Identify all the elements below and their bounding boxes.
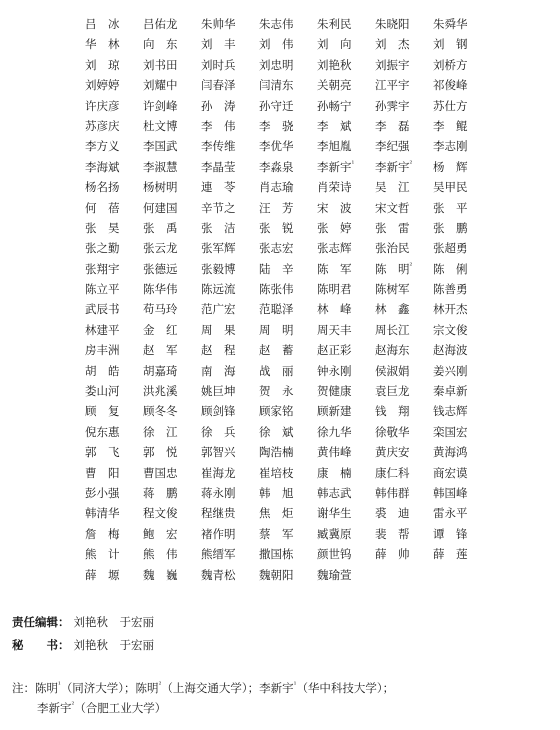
name-entry: 杜文博: [143, 118, 178, 133]
name-entry: 苏仕方: [433, 98, 468, 113]
name-entry: 钱 翔: [375, 404, 410, 419]
name-entry: 孙 涛: [201, 98, 236, 113]
name-entry: 熊 伟: [143, 547, 178, 562]
name-entry: 徐 兵: [201, 424, 236, 439]
name-entry: 栾国宏: [433, 424, 468, 439]
secretary-value: 刘艳秋 于宏丽: [73, 638, 154, 652]
name-entry: 朱舜华: [433, 17, 468, 31]
name-entry: 郭 飞: [85, 445, 120, 460]
name-entry: 李 骁: [259, 118, 294, 133]
name-entry: 向 东: [143, 37, 178, 52]
secretary-label: 秘 书：: [12, 638, 70, 652]
name-entry: 张 婷: [317, 220, 352, 235]
name-entry: 詹 梅: [85, 526, 120, 541]
name-entry: 魏 巍: [143, 567, 178, 582]
name-entry: 何建国: [143, 200, 178, 215]
name-entry: 许庆彦: [85, 98, 120, 113]
name-entry: 刘 伟: [259, 37, 294, 52]
name-entry: 程继贵: [201, 506, 236, 521]
name-entry: 李 斌: [317, 118, 352, 133]
name-entry: 韩 旭: [259, 485, 294, 500]
name-entry: 房丰洲: [85, 343, 120, 358]
name-entry: 张 锐: [259, 220, 294, 235]
name-entry: 雷永平: [433, 506, 468, 521]
editor-label: 责任编辑：: [12, 615, 70, 629]
name-entry: 颜世钨: [317, 547, 352, 562]
name-entry: 汪 芳: [259, 200, 294, 215]
name-entry: 陈立平: [85, 282, 120, 297]
name-entry: 郭智兴: [201, 445, 236, 460]
name-entry: 刘 向: [317, 37, 352, 52]
name-entry: 刘 丰: [201, 37, 236, 52]
name-entry: 李淼泉: [259, 159, 294, 174]
name-entry: 张志宏: [259, 241, 294, 256]
name-entry: 刘 琼: [85, 57, 120, 72]
name-entry: 陈远流: [201, 282, 236, 297]
name-entry: 李旭胤: [317, 139, 352, 154]
name-entry: 陈 明$^{^2}$: [375, 261, 413, 276]
name-entry: 韩志武: [317, 485, 352, 500]
name-entry: 李纪强: [375, 139, 410, 154]
name-entry: 刘振宇: [375, 57, 410, 72]
name-entry: 张 禹: [143, 220, 178, 235]
name-entry: 刘艳秋: [317, 57, 352, 72]
name-entry: 刘 钢: [433, 37, 468, 52]
name-entry: 杨 辉: [433, 159, 468, 174]
name-entry: 朱志伟: [259, 17, 294, 31]
name-entry: 臧冀原: [317, 526, 352, 541]
name-entry: 李 鲲: [433, 118, 468, 133]
name-entry: 魏朝阳: [259, 567, 294, 582]
name-entry: 孙畅宁: [317, 98, 352, 113]
name-entry: 吕 冰: [85, 17, 120, 31]
name-entry: 李方义: [85, 139, 120, 154]
name-entry: 裘 迪: [375, 506, 410, 521]
name-entry: 林开杰: [433, 302, 468, 317]
name-entry: 李优华: [259, 139, 294, 154]
name-entry: 熊 计: [85, 547, 120, 562]
name-entry: 武辰书: [85, 302, 120, 317]
name-entry: 张志辉: [317, 241, 352, 256]
name-entry: 陶浩楠: [259, 445, 294, 460]
name-entry: 裴 帮: [375, 526, 410, 541]
name-entry: 肖荣诗: [317, 180, 352, 195]
name-entry: 吕佑龙: [143, 17, 178, 31]
secretary-credit: [12, 637, 154, 653]
name-entry: 顾冬冬: [143, 404, 178, 419]
name-entry: 李 伟: [201, 118, 236, 133]
name-entry: 陈张伟: [259, 282, 294, 297]
name-entry: 肖志瑜: [259, 180, 294, 195]
name-entry: 何 蓓: [85, 200, 120, 215]
name-entry: 许剑峰: [143, 98, 178, 113]
name-entry: 徐 江: [143, 424, 178, 439]
name-entry: 宋文哲: [375, 200, 410, 215]
name-entry: 曹 阳: [85, 465, 120, 480]
name-entry: 孙守迁: [259, 98, 294, 113]
name-entry: 徐敬华: [375, 424, 410, 439]
name-entry: 张毅博: [201, 261, 236, 276]
name-entry: 周 明: [259, 322, 294, 337]
name-entry: 苏彦庆: [85, 118, 120, 133]
name-entry: 江平宇: [375, 78, 410, 93]
name-entry: 撒国栋: [259, 547, 294, 562]
name-entry: 战 丽: [259, 363, 294, 378]
name-entry: 康 楠: [317, 465, 352, 480]
name-entry: 陈树军: [375, 282, 410, 297]
name-entry: 李国武: [143, 139, 178, 154]
name-entry: 郭 悦: [143, 445, 178, 460]
name-entry: 赵海波: [433, 343, 468, 358]
name-entry: 吴 江: [375, 180, 410, 195]
name-entry: 张云龙: [143, 241, 178, 256]
name-entry: 南 海: [201, 363, 236, 378]
name-entry: 蒋永刚: [201, 485, 236, 500]
name-entry: 秦卓新: [433, 384, 468, 399]
name-entry: 谢华生: [317, 506, 352, 521]
name-entry: 赵 程: [201, 343, 236, 358]
name-entry: 周天丰: [317, 322, 352, 337]
name-entry: 吴甲民: [433, 180, 468, 195]
name-entry: 张军辉: [201, 241, 236, 256]
name-entry: 赵 蓄: [259, 343, 294, 358]
name-entry: 曹国忠: [143, 465, 178, 480]
name-entry: 姚巨坤: [201, 384, 236, 399]
name-entry: 张治民: [375, 241, 410, 256]
name-entry: 陈明君: [317, 282, 352, 297]
name-entry: 彭小强: [85, 485, 120, 500]
name-entry: 范聪泽: [259, 302, 294, 317]
name-entry: 刘时兵: [201, 57, 236, 72]
name-entry: 张 平: [433, 200, 468, 215]
name-entry: 李淑慧: [143, 159, 178, 174]
name-entry: 崔培枝: [259, 465, 294, 480]
name-entry: 徐 斌: [259, 424, 294, 439]
name-entry: 李新宇$^{^2}$: [375, 159, 413, 174]
name-entry: 李海斌: [85, 159, 120, 174]
name-entry: 蒋 鹏: [143, 485, 178, 500]
name-entry: 华 林: [85, 37, 120, 52]
name-entry: 顾 复: [85, 404, 120, 419]
name-entry: 林建平: [85, 322, 120, 337]
name-entry: 魏青松: [201, 567, 236, 582]
name-entry: 商宏谟: [433, 465, 468, 480]
name-entry: 刘婷婷: [85, 78, 120, 93]
name-entry: 魏瑜萱: [317, 567, 352, 582]
name-entry: 李传维: [201, 139, 236, 154]
name-entry: 徐九华: [317, 424, 352, 439]
name-entry: 刘书田: [143, 57, 178, 72]
name-entry: 李志刚: [433, 139, 468, 154]
name-entry: 周 果: [201, 322, 236, 337]
name-entry: 刘忠明: [259, 57, 294, 72]
name-entry: 钱志辉: [433, 404, 468, 419]
name-entry: 宗文俊: [433, 322, 468, 337]
name-entry: 薛 莲: [433, 547, 468, 562]
name-entry: 褚作明: [201, 526, 236, 541]
name-entry: 关朝亮: [317, 78, 352, 93]
name-entry: 范广宏: [201, 302, 236, 317]
name-entry: 薛 帅: [375, 547, 410, 562]
name-entry: 李晶莹: [201, 159, 236, 174]
name-entry: 陈 俐: [433, 261, 468, 276]
footnote-line-1: 注：陈明$^{^1}$（同济大学）；陈明$^{^2}$（上海交通大学）；李新宇$^{^1}$（华中科技大学）；: [12, 681, 395, 695]
name-entry: 韩国峰: [433, 485, 468, 500]
name-entry: 姜兴刚: [433, 363, 468, 378]
name-entry: 刘 杰: [375, 37, 410, 52]
name-entry: 辛节之: [201, 200, 236, 215]
name-entry: 贺健康: [317, 384, 352, 399]
name-entry: 苟马玲: [143, 302, 178, 317]
name-entry: 陈 军: [317, 261, 352, 276]
name-entry: 黄伟峰: [317, 445, 352, 460]
name-entry: 朱帅华: [201, 17, 236, 31]
name-entry: 祁俊峰: [433, 78, 468, 93]
name-entry: 宋 波: [317, 200, 352, 215]
name-entry: 陈善勇: [433, 282, 468, 297]
name-entry: 杨名扬: [85, 180, 120, 195]
name-entry: 胡嘉琦: [143, 363, 178, 378]
name-entry: 金 红: [143, 322, 178, 337]
name-entry: 张翔宇: [85, 261, 120, 276]
name-entry: 张 昊: [85, 220, 120, 235]
name-entry: 倪东惠: [85, 424, 120, 439]
name-entry: 洪兆溪: [143, 384, 178, 399]
name-entry: 林 鑫: [375, 302, 410, 317]
name-entry: 侯淑娟: [375, 363, 410, 378]
name-entry: 闫春泽: [201, 78, 236, 93]
name-entry: 韩伟群: [375, 485, 410, 500]
name-entry: 赵海东: [375, 343, 410, 358]
name-entry: 娄山河: [85, 384, 120, 399]
name-entry: 张 鹏: [433, 220, 468, 235]
name-entry: 陆 辛: [259, 261, 294, 276]
name-entry: 康仁科: [375, 465, 410, 480]
name-entry: 周长江: [375, 322, 410, 337]
name-entry: 蔡 军: [259, 526, 294, 541]
name-entry: 赵 军: [143, 343, 178, 358]
footnote-line-2: 李新宇$^{^2}$（合肥工业大学）: [37, 701, 167, 715]
name-entry: 顾新建: [317, 404, 352, 419]
name-entry: 张 洁: [201, 220, 236, 235]
name-entry: 熊缙军: [201, 547, 236, 562]
name-entry: 薛 塬: [85, 567, 120, 582]
name-entry: 鲍 宏: [143, 526, 178, 541]
name-entry: 刘桥方: [433, 57, 468, 72]
editor-credit: [12, 614, 154, 630]
name-entry: 朱晓阳: [375, 17, 410, 31]
name-entry: 李新宇$^{^1}$: [317, 159, 355, 174]
name-entry: 黄海鸿: [433, 445, 468, 460]
name-entry: 顾剑锋: [201, 404, 236, 419]
name-entry: 袁巨龙: [375, 384, 410, 399]
name-entry: 谭 锋: [433, 526, 468, 541]
name-entry: 刘耀中: [143, 78, 178, 93]
name-entry: 张之勤: [85, 241, 120, 256]
name-entry: 顾家铭: [259, 404, 294, 419]
name-entry: 杨树明: [143, 180, 178, 195]
name-entry: 焦 炬: [259, 506, 294, 521]
name-entry: 张 雷: [375, 220, 410, 235]
name-entry: 胡 皓: [85, 363, 120, 378]
editor-value: 刘艳秋 于宏丽: [73, 615, 154, 629]
name-entry: 孙霁宇: [375, 98, 410, 113]
name-entry: 韩清华: [85, 506, 120, 521]
name-entry: 钟永刚: [317, 363, 352, 378]
name-entry: 张德远: [143, 261, 178, 276]
name-entry: 陈华伟: [143, 282, 178, 297]
name-entry: 李 磊: [375, 118, 410, 133]
name-entry: 闫清东: [259, 78, 294, 93]
name-entry: 赵正彩: [317, 343, 352, 358]
name-list: [85, 14, 491, 585]
name-entry: 林 峰: [317, 302, 352, 317]
name-entry: 連 苓: [201, 180, 236, 195]
name-entry: 贺 永: [259, 384, 294, 399]
name-entry: 崔海龙: [201, 465, 236, 480]
name-entry: 黄庆安: [375, 445, 410, 460]
name-entry: 程文俊: [143, 506, 178, 521]
name-entry: 朱利民: [317, 17, 352, 31]
name-entry: 张超勇: [433, 241, 468, 256]
